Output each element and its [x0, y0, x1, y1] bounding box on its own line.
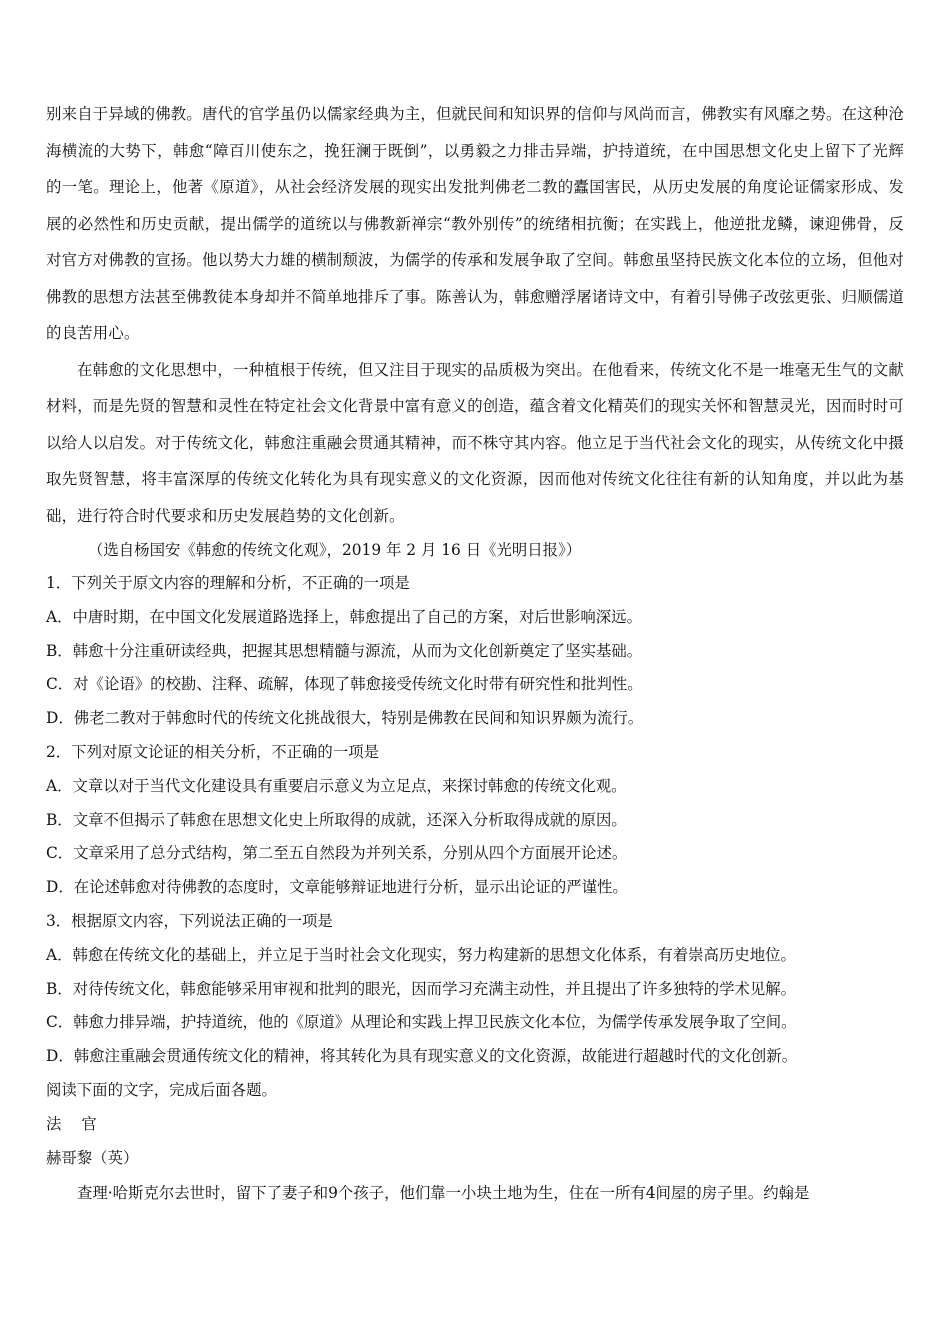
- question-option: C．文章采用了总分式结构，第二至五自然段为并列关系，分别从四个方面展开论述。: [46, 844, 628, 863]
- document-page: [46, 96, 904, 1211]
- question-3: [46, 905, 904, 1074]
- question-stem: 1．下列关于原文内容的理解和分析，不正确的一项是: [46, 574, 410, 592]
- question-option: A．韩愈在传统文化的基础上，并立足于当时社会文化现实，努力构建新的思想文化体系，有着崇高历史地位。: [46, 945, 796, 964]
- question-option: B．韩愈十分注重研读经典，把握其思想精髓与源流，从而为文化创新奠定了坚实基础。: [46, 641, 643, 660]
- question-stem: 3．根据原文内容，下列说法正确的一项是: [46, 911, 333, 930]
- reading-instruction: 阅读下面的文字，完成后面各题。: [46, 1080, 277, 1099]
- question-option: C．对《论语》的校勘、注释、疏解，体现了韩愈接受传统文化时带有研究性和批判性。: [46, 675, 643, 694]
- question-2: [46, 736, 904, 905]
- story-title-part-2: 官: [81, 1114, 97, 1133]
- question-option: B．对待传统文化，韩愈能够采用审视和批判的眼光，因而学习充满主动性，并且提出了许多独特的学术见解。: [46, 979, 797, 998]
- story-title-part-1: 法: [46, 1114, 62, 1133]
- question-option: D．在论述韩愈对待佛教的态度时，文章能够辩证地进行分析，显示出论证的严谨性。: [46, 878, 628, 897]
- story-author: 赫哥黎（英）: [46, 1148, 139, 1167]
- question-option: D．韩愈注重融会贯通传统文化的精神，将其转化为具有现实意义的文化资源，故能进行超越时代的文化创新。: [46, 1047, 798, 1066]
- question-option: B．文章不但揭示了韩愈在思想文化史上所取得的成就，还深入分析取得成就的原因。: [46, 810, 627, 829]
- article-paragraph-1: 别来自于异域的佛教。唐代的官学虽仍以儒家经典为主，但就民间和知识界的信仰与风尚而言，佛教实有风靡之势。在这种沧海横流的大势下，韩愈“障百川使东之，挽狂澜于既倒”，以勇毅之力排击异端，护持道统，在中国思想文化史上留下了光辉的一笔。理论上，他著《原道》，从社会经济发展的现实出发批判佛老二教的蠹国害民，从历史发展的角度论证儒家形成、发展的必然性和历史贡献，提出儒学的道统以与佛教新禅宗“教外别传”的统绪相抗衡；在实践上，他逆批龙鳞，谏迎佛骨，反对官方对佛教的宣扬。他以势大力雄的横制颓波，为儒学的传承和发展争取了空间。韩愈虽坚持民族文化本位的立场，但他对佛教的思想方法甚至佛教徒本身却并不简单地排斥了事。陈善认为，韩愈赠浮屠诸诗文中，有着引导佛子改弦更张、归顺儒道的良苦用心。: [46, 105, 904, 342]
- question-1: [46, 567, 904, 736]
- question-option: C．韩愈力排异端，护持道统，他的《原道》从理论和实践上捍卫民族文化本位，为儒学传承发展争取了空间。: [46, 1013, 797, 1032]
- question-stem: 2．下列对原文论证的相关分析，不正确的一项是: [46, 742, 379, 761]
- question-option: D．佛老二教对于韩愈时代的传统文化挑战很大，特别是佛教在民间和知识界颇为流行。: [46, 709, 644, 728]
- question-option: A．文章以对于当代文化建设具有重要启示意义为立足点，来探讨韩愈的传统文化观。: [46, 776, 627, 795]
- story-first-line: 查理·哈斯克尔去世时，留下了妻子和9个孩子，他们靠一小块土地为生，住在一所有4间屋的房子里。约翰是: [77, 1184, 810, 1203]
- article-paragraph-2: 在韩愈的文化思想中，一种植根于传统，但又注目于现实的品质极为突出。在他看来，传统文化不是一堆毫无生气的文献材料，而是先贤的智慧和灵性在特定社会文化背景中富有意义的创造，蕴含着文化精英们的现实关怀和智慧灵光，因而时时可以给人以启发。对于传统文化，韩愈注重融会贯通其精神，而不株守其内容。他立足于当代社会文化的现实，从传统文化中摄取先贤智慧，将丰富深厚的传统文化转化为具有现实意义的文化资源，因而他对传统文化往往有新的认知角度，并以此为基础，进行符合时代要求和历史发展趋势的文化创新。: [46, 360, 904, 525]
- question-option: A．中唐时期，在中国文化发展道路选择上，韩愈提出了自己的方案，对后世影响深远。: [46, 607, 642, 626]
- article-source: （选自杨国安《韩愈的传统文化观》，2019 年 2 月 16 日《光明日报》）: [88, 541, 582, 559]
- story-title: [46, 1108, 904, 1142]
